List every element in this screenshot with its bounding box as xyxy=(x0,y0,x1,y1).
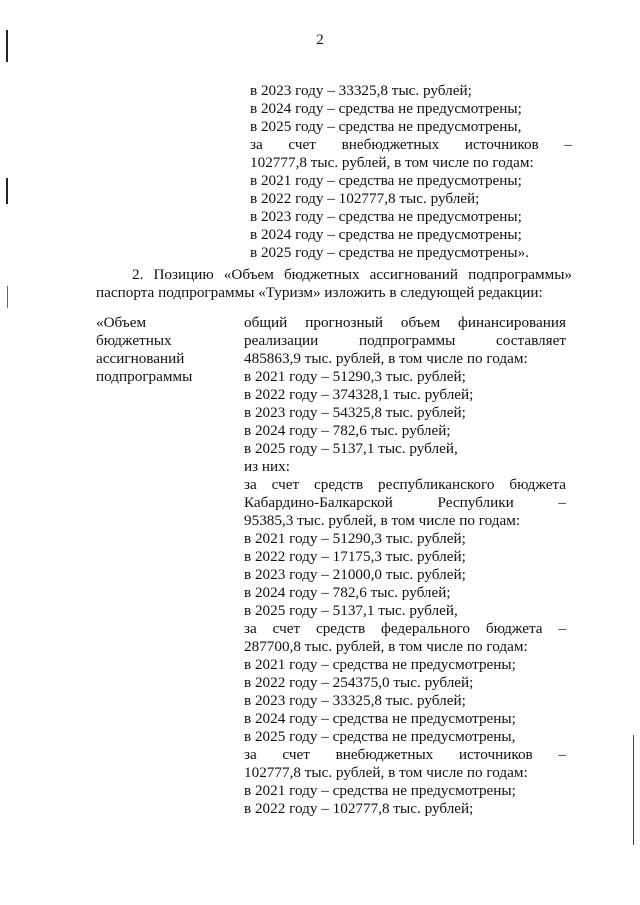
content-line: в 2022 году – 254375,0 тыс. рублей; xyxy=(244,674,474,691)
content-line: реализации подпрограммы составляет xyxy=(244,332,566,349)
content-line: в 2021 году – средства не предусмотрены; xyxy=(244,782,516,799)
content-line: Кабардино-Балкарской Республики – xyxy=(244,494,566,511)
text-line: в 2025 году – средства не предусмотрены». xyxy=(250,244,530,261)
label-line: подпрограммы xyxy=(96,368,193,385)
content-line: в 2022 году – 17175,3 тыс. рублей; xyxy=(244,548,466,565)
content-line: в 2024 году – 782,6 тыс. рублей; xyxy=(244,584,451,601)
text-line: за счет внебюджетных источников – xyxy=(250,136,572,153)
content-line: в 2023 году – 54325,8 тыс. рублей; xyxy=(244,404,466,421)
content-line: в 2021 году – 51290,3 тыс. рублей; xyxy=(244,368,466,385)
content-line: в 2022 году – 102777,8 тыс. рублей; xyxy=(244,800,474,817)
content-line: общий прогнозный объем финансирования xyxy=(244,314,566,331)
position-content xyxy=(244,314,566,818)
content-line: в 2021 году – средства не предусмотрены; xyxy=(244,656,516,673)
content-line: 95385,3 тыс. рублей, в том числе по годам: xyxy=(244,512,521,529)
label-line: ассигнований xyxy=(96,350,185,367)
right-margin-mark xyxy=(633,735,634,845)
content-line: 102777,8 тыс. рублей, в том числе по годам: xyxy=(244,764,528,781)
page-number: 2 xyxy=(316,32,324,48)
content-line: в 2022 году – 374328,1 тыс. рублей; xyxy=(244,386,474,403)
content-line: в 2023 году – 21000,0 тыс. рублей; xyxy=(244,566,466,583)
content-line: 485863,9 тыс. рублей, в том числе по годам: xyxy=(244,350,528,367)
text-line: 102777,8 тыс. рублей, в том числе по годам: xyxy=(250,154,534,171)
text-line: в 2025 году – средства не предусмотрены, xyxy=(250,118,522,135)
text-line: в 2024 году – средства не предусмотрены; xyxy=(250,100,522,117)
content-line: в 2025 году – средства не предусмотрены, xyxy=(244,728,516,745)
paragraph-line: 2. Позицию «Объем бюджетных ассигнований подпрограммы» xyxy=(132,266,572,283)
content-line: в 2023 году – 33325,8 тыс. рублей; xyxy=(244,692,466,709)
left-margin-mark xyxy=(6,178,8,204)
instruction-paragraph xyxy=(96,266,572,302)
content-line: в 2025 году – 5137,1 тыс. рублей, xyxy=(244,602,458,619)
left-margin-mark xyxy=(7,286,8,308)
content-line: в 2025 году – 5137,1 тыс. рублей, xyxy=(244,440,458,457)
content-line: в 2021 году – 51290,3 тыс. рублей; xyxy=(244,530,466,547)
content-line: за счет средств федерального бюджета – xyxy=(244,620,566,637)
position-label xyxy=(96,314,236,386)
text-line: в 2022 году – 102777,8 тыс. рублей; xyxy=(250,190,480,207)
text-line: в 2023 году – средства не предусмотрены; xyxy=(250,208,522,225)
label-line: «Объем xyxy=(96,314,147,331)
top-continuation-block xyxy=(250,82,572,262)
paragraph-line: паспорта подпрограммы «Туризм» изложить в следующей редакции: xyxy=(96,284,543,301)
text-line: в 2023 году – 33325,8 тыс. рублей; xyxy=(250,82,472,99)
text-line: в 2021 году – средства не предусмотрены; xyxy=(250,172,522,189)
content-line: из них: xyxy=(244,458,290,475)
content-line: за счет средств республиканского бюджета xyxy=(244,476,566,493)
label-line: бюджетных xyxy=(96,332,172,349)
content-line: 287700,8 тыс. рублей, в том числе по годам: xyxy=(244,638,528,655)
content-line: за счет внебюджетных источников – xyxy=(244,746,566,763)
text-line: в 2024 году – средства не предусмотрены; xyxy=(250,226,522,243)
content-line: в 2024 году – средства не предусмотрены; xyxy=(244,710,516,727)
content-line: в 2024 году – 782,6 тыс. рублей; xyxy=(244,422,451,439)
